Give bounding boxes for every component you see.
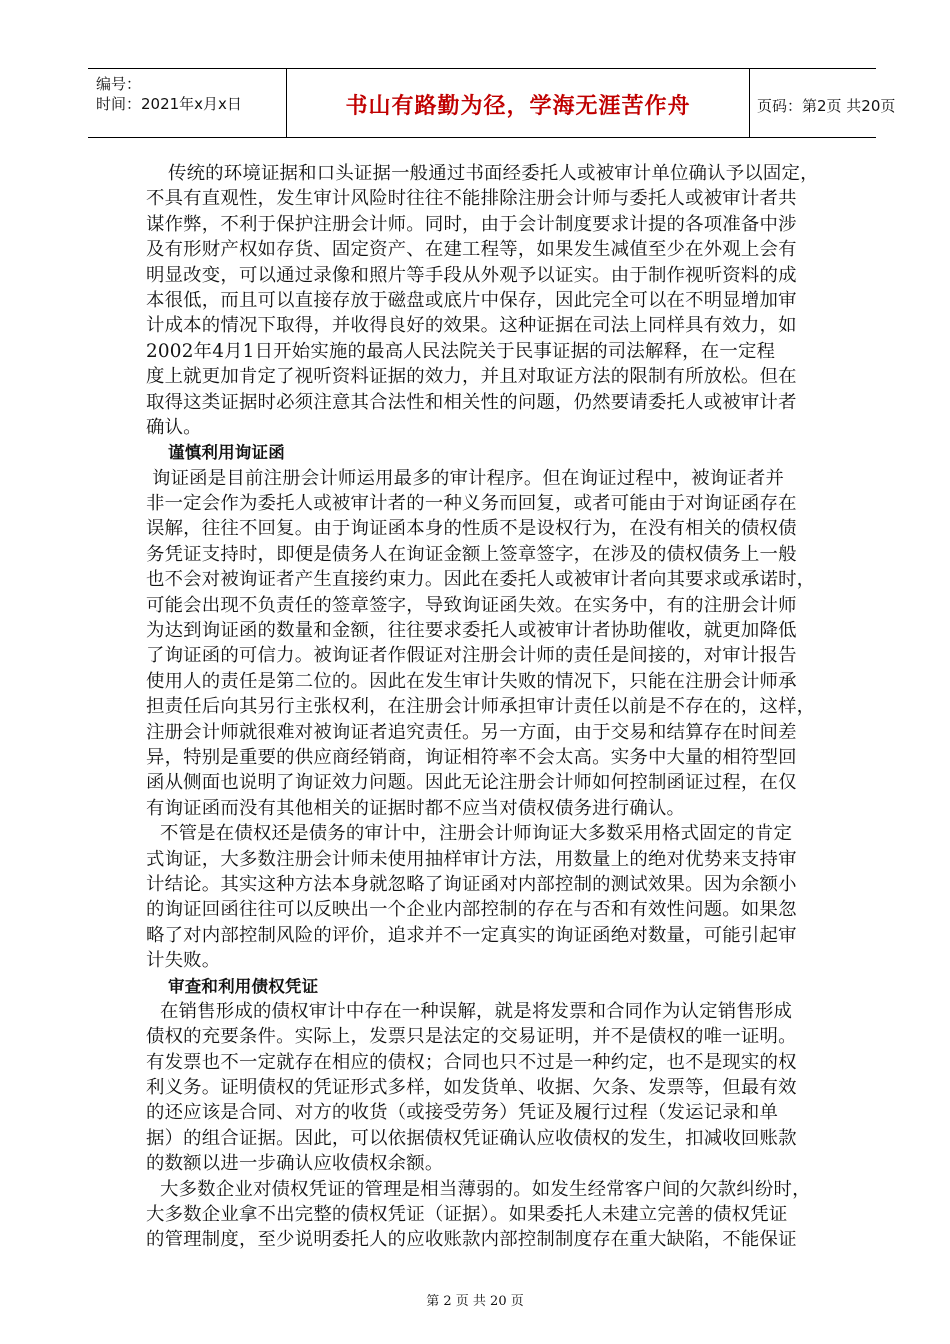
body-line: 不管是在债权还是债务的审计中，注册会计师询证大多数采用格式固定的肯定 bbox=[160, 823, 793, 845]
page-footer: 第 2 页 共 20 页 bbox=[426, 1294, 524, 1309]
body-line: 取得这类证据时必须注意其合法性和相关性的问题，仍然要请委托人或被审计者 bbox=[146, 391, 797, 413]
body-line: 确认。 bbox=[146, 416, 202, 438]
body-line: 计结论。其实这种方法本身就忽略了询证函对内部控制的测试效果。因为余额小 bbox=[146, 873, 797, 895]
body-line: 不具有直观性，发生审计风险时往往不能排除注册会计师与委托人或被审计者共 bbox=[146, 188, 797, 210]
body-line: 本很低，而且可以直接存放于磁盘或底片中保存，因此完全可以在不明显增加审 bbox=[146, 289, 797, 311]
body-line: 担责任后向其另行主张权利，在注册会计师承担审计责任以前是不存在的，这样， bbox=[146, 696, 816, 718]
body-line: 利义务。证明债权的凭证形式多样，如发货单、收据、欠条、发票等，但最有效 bbox=[146, 1077, 797, 1099]
body-line: 在销售形成的债权审计中存在一种误解，就是将发票和合同作为认定销售形成 bbox=[160, 1000, 793, 1022]
body-line: 2002年4月1日开始实施的最高人民法院关于民事证据的司法解释，在一定程 bbox=[146, 340, 776, 362]
document-header bbox=[88, 68, 896, 138]
header-motto-cell bbox=[286, 69, 750, 137]
body-line: 了询证函的可信力。被询证者作假证对注册会计师的责任是间接的，对审计报告 bbox=[146, 645, 797, 667]
body-line: 谋作弊，不利于保护注册会计师。同时，由于会计制度要求计提的各项准备中涉 bbox=[146, 213, 797, 235]
section-heading: 谨慎利用询证函 bbox=[168, 443, 285, 463]
body-line: 计成本的情况下取得，并收得良好的效果。这种证据在司法上同样具有效力，如 bbox=[146, 315, 797, 337]
body-line: 询证函是目前注册会计师运用最多的审计程序。但在询证过程中，被询证者并 bbox=[152, 467, 785, 489]
body-line: 误解，往往不回复。由于询证函本身的性质不是设权行为，在没有相关的债权债 bbox=[146, 518, 797, 540]
section-heading: 审查和利用债权凭证 bbox=[168, 976, 319, 996]
body-line: 的数额以进一步确认应收债权余额。 bbox=[146, 1153, 444, 1175]
header-page-cell bbox=[749, 69, 896, 137]
body-line: 异，特别是重要的供应商经销商，询证相符率不会太高。实务中大量的相符型回 bbox=[146, 746, 797, 768]
body-line: 可能会出现不负责任的签章签字，导致询证函失效。在实务中，有的注册会计师 bbox=[146, 594, 797, 616]
body-line: 略了对内部控制风险的评价，追求并不一定真实的询证函绝对数量，可能引起审 bbox=[146, 924, 797, 946]
document-id-label: 编号： bbox=[96, 75, 142, 93]
body-line: 据）的组合证据。因此，可以依据债权凭证确认应收债权的发生，扣减收回账款 bbox=[146, 1127, 797, 1149]
body-line: 函从侧面也说明了询证效力问题。因此无论注册会计师如何控制函证过程，在仅 bbox=[146, 772, 797, 794]
body-line: 使用人的责任是第二位的。因此在发生审计失败的情况下，只能在注册会计师承 bbox=[146, 670, 797, 692]
body-line: 大多数企业拿不出完整的债权凭证（证据）。如果委托人未建立完善的债权凭证 bbox=[146, 1204, 788, 1226]
header-meta-cell bbox=[88, 69, 286, 137]
body-line: 非一定会作为委托人或被审计者的一种义务而回复，或者可能由于对询证函存在 bbox=[146, 493, 797, 515]
body-line: 计失败。 bbox=[146, 950, 221, 972]
body-line: 明显改变，可以通过录像和照片等手段从外观予以证实。由于制作视听资料的成 bbox=[146, 264, 797, 286]
body-line: 务凭证支持时，即便是债务人在询证金额上签章签字，在涉及的债权债务上一般 bbox=[146, 543, 797, 565]
body-line: 的管理制度，至少说明委托人的应收账款内部控制制度存在重大缺陷，不能保证 bbox=[146, 1229, 797, 1251]
body-line: 也不会对被询证者产生直接约束力。因此在委托人或被审计者向其要求或承诺时， bbox=[146, 569, 816, 591]
body-line: 的询证回函往往可以反映出一个企业内部控制的存在与否和有效性问题。如果忽 bbox=[146, 899, 797, 921]
header-page-info: 页码：第2页 共20页 bbox=[757, 97, 896, 115]
body-line: 及有形财产权如存货、固定资产、在建工程等，如果发生减值至少在外观上会有 bbox=[146, 239, 797, 261]
body-line: 传统的环境证据和口头证据一般通过书面经委托人或被审计单位确认予以固定， bbox=[168, 163, 819, 184]
body-line: 的还应该是合同、对方的收货（或接受劳务）凭证及履行过程（发运记录和单 bbox=[146, 1102, 779, 1124]
body-line: 大多数企业对债权凭证的管理是相当薄弱的。如发生经常客户间的欠款纠纷时， bbox=[160, 1178, 811, 1200]
document-body bbox=[146, 161, 828, 1253]
body-line: 为达到询证函的数量和金额，往往要求委托人或被审计者协助催收，就更加降低 bbox=[146, 620, 797, 642]
body-line: 式询证，大多数注册会计师未使用抽样审计方法，用数量上的绝对优势来支持审 bbox=[146, 848, 797, 870]
header-motto: 书山有路勤为径，学海无涯苦作舟 bbox=[345, 94, 691, 119]
body-line: 注册会计师就很难对被询证者追究责任。另一方面，由于交易和结算存在时间差 bbox=[146, 721, 797, 743]
body-line: 债权的充要条件。实际上，发票只是法定的交易证明，并不是债权的唯一证明。 bbox=[146, 1026, 797, 1048]
body-line: 有发票也不一定就存在相应的债权；合同也只不过是一种约定，也不是现实的权 bbox=[146, 1051, 797, 1073]
body-line: 度上就更加肯定了视听资料证据的效力，并且对取证方法的限制有所放松。但在 bbox=[146, 366, 797, 388]
document-time-label: 时间：2021年x月x日 bbox=[96, 95, 242, 113]
body-line: 有询证函而没有其他相关的证据时都不应当对债权债务进行确认。 bbox=[146, 797, 686, 819]
